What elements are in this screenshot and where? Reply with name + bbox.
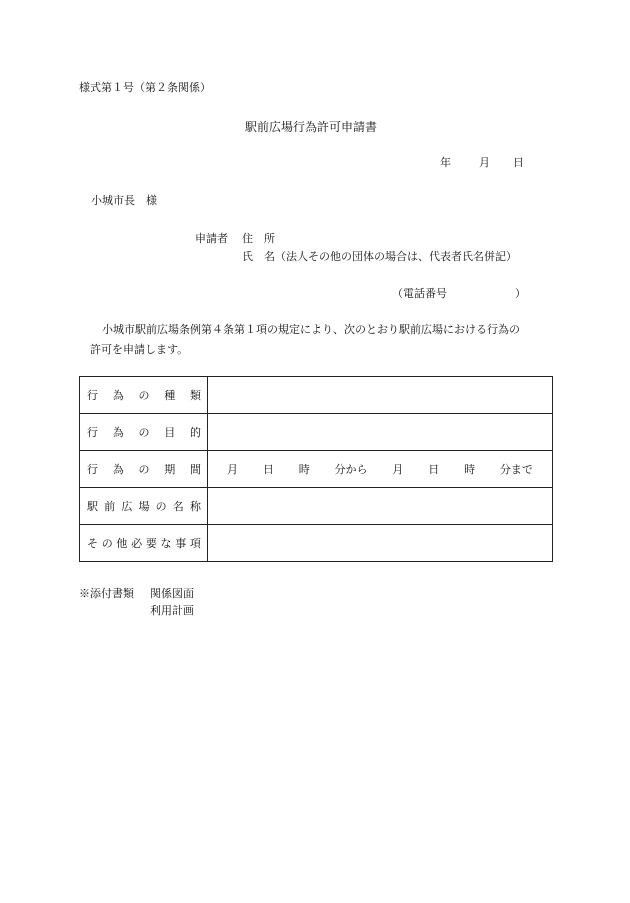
row-label-char: の bbox=[155, 500, 167, 513]
table-row bbox=[80, 377, 553, 414]
attachments-label: ※添付書類 bbox=[79, 587, 134, 600]
row-label-char: 行 bbox=[87, 389, 98, 402]
date-day: 日 bbox=[513, 156, 524, 169]
row-label-char: の bbox=[138, 463, 150, 476]
row-label-char: 場 bbox=[138, 500, 150, 513]
row-label-char: 種 bbox=[164, 389, 176, 402]
body-line-2: 許可を申請します。 bbox=[90, 343, 189, 356]
value-field[interactable] bbox=[208, 414, 553, 451]
row-label-char: 為 bbox=[112, 463, 124, 476]
value-field[interactable] bbox=[208, 488, 553, 525]
row-label bbox=[80, 414, 208, 451]
phone-open: （電話番号 bbox=[392, 287, 447, 300]
period-part: 日 bbox=[262, 463, 274, 476]
applicant-name-label: 氏 名（法人その他の団体の場合は、代表者氏名併記） bbox=[242, 250, 517, 263]
row-label-char: 期 bbox=[164, 463, 176, 476]
value-field[interactable] bbox=[208, 377, 553, 414]
row-label-char: 行 bbox=[87, 463, 98, 476]
row-label-char: の bbox=[138, 389, 150, 402]
document-title: 駅前広場行為許可申請書 bbox=[245, 120, 378, 134]
table-row bbox=[80, 414, 553, 451]
phone-close: ） bbox=[515, 287, 526, 300]
row-label-char: な bbox=[160, 537, 172, 550]
row-label-char: 行 bbox=[87, 426, 98, 439]
row-label bbox=[80, 488, 208, 525]
row-label-char: 間 bbox=[190, 463, 201, 476]
table-row bbox=[80, 488, 553, 525]
application-table bbox=[79, 376, 553, 562]
applicant-address-label: 住 所 bbox=[242, 232, 275, 245]
row-label-char: の bbox=[101, 537, 113, 550]
row-label-char: 類 bbox=[190, 389, 201, 402]
row-label-char: 項 bbox=[189, 537, 201, 550]
attachment-item: 利用計画 bbox=[150, 604, 194, 617]
addressee: 小城市長 様 bbox=[91, 194, 157, 207]
row-label-char: の bbox=[138, 426, 150, 439]
value-field[interactable] bbox=[208, 525, 553, 562]
row-label-char: 称 bbox=[189, 500, 201, 513]
form-number: 様式第１号（第２条関係） bbox=[79, 81, 211, 94]
date-year: 年 bbox=[440, 156, 451, 169]
period-part: 分から bbox=[334, 463, 368, 476]
table-row bbox=[80, 525, 553, 562]
row-label-char: 為 bbox=[112, 389, 124, 402]
row-label-char: 為 bbox=[112, 426, 124, 439]
date-month: 月 bbox=[479, 156, 490, 169]
row-label-char: そ bbox=[87, 537, 98, 550]
period-part: 分まで bbox=[499, 463, 533, 476]
period-field[interactable] bbox=[208, 451, 553, 488]
row-label-char: 的 bbox=[190, 426, 201, 439]
row-label-char: 目 bbox=[164, 426, 176, 439]
row-label-char: 駅 bbox=[87, 500, 98, 513]
period-part: 月 bbox=[227, 463, 238, 476]
row-label bbox=[80, 451, 208, 488]
row-label-char: 必 bbox=[131, 537, 143, 550]
table-row bbox=[80, 451, 553, 488]
row-label bbox=[80, 377, 208, 414]
row-label-char: 前 bbox=[104, 500, 116, 513]
body-line-1: 小城市駅前広場条例第４条第１項の規定により、次のとおり駅前広場における行為の bbox=[102, 323, 520, 336]
period-part: 日 bbox=[428, 463, 440, 476]
period-part: 時 bbox=[298, 463, 310, 476]
row-label-char: 要 bbox=[145, 537, 157, 550]
applicant-label: 申請者 bbox=[195, 232, 228, 245]
row-label-char: 事 bbox=[175, 537, 187, 550]
row-label-char: 他 bbox=[116, 537, 128, 550]
period-part: 時 bbox=[464, 463, 476, 476]
row-label-char: 広 bbox=[121, 500, 133, 513]
row-label bbox=[80, 525, 208, 562]
attachment-item: 関係図面 bbox=[150, 587, 194, 600]
row-label-char: 名 bbox=[172, 500, 184, 513]
period-part: 月 bbox=[392, 463, 404, 476]
